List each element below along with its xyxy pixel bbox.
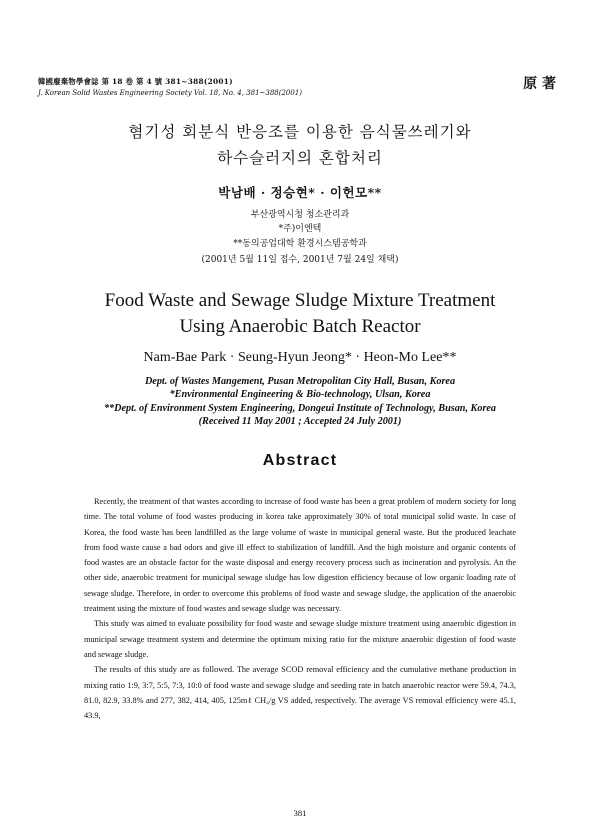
korean-title-line-2: 하수슬러지의 혼합처리 [217,149,383,167]
korean-title-line-1: 혐기성 회분식 반응조를 이용한 음식물쓰레기와 [128,123,472,141]
korean-title [0,119,600,171]
english-affiliation-1: Dept. of Wastes Mangement, Pusan Metropolitan City Hall, Busan, Korea [144,376,456,387]
english-affiliation-2: *Environmental Engineering & Bio-technology, Ulsan, Korea [169,389,431,401]
abstract-paragraph-1: Recently, the treatment of that wastes according to increase of food waste has been a great problem of modern society for long time. The total volume of food wastes producing in korea take approximately 30% of total municipal solid waste. In case of Korea, the food waste has been landfilled as the large volume of waste in municipal general waste. But the produced leachate from food waste cause a bad odors and give ill effect to stabilization of landfill. And the high moisture and organic contents of food wastes are an obstacle factor for the waste disposal and energy recovery process such as incineration and pyrolysis. An the other side, anaerobic treatment for municipal sewage sludge has low digestion efficiency because of low organic loading rate of sewage sludge. Therefore, in order to overcome this problems of food waste and sewage sludge, the application of the anaerobic treatment using the mixture of food wastes and sewage sludge was necessary. [84,497,516,614]
korean-received-dates: (2001년 5월 11일 접수, 2001년 7월 24일 채택) [201,255,399,265]
korean-affiliation-1: 부산광역시청 청소관리과 [250,210,350,220]
korean-affiliation-2: *주)이엔텍 [278,224,322,234]
abstract-paragraph-2: This study was aimed to evaluate possibility for food waste and sewage sludge mixture treatment using anaerobic digestion in municipal sewage treatment system and determine the optimum mixing ratio for the mixture anaerobic digestion of food waste and sewage sludge. [84,619,516,659]
english-affiliations [0,375,600,428]
english-title [0,288,600,340]
abstract-body [84,494,516,723]
journal-header-english: J. Korean Solid Wastes Engineering Society Vol. 18, No. 4, 381~388(2001) [38,89,303,97]
article-type-badge: 原 著 [523,76,556,92]
korean-authors: 박남배 · 정승현* · 이헌모** [218,185,382,200]
korean-affiliation-3: **동의공업대학 환경시스템공학과 [233,239,367,249]
english-received-dates: (Received 11 May 2001 ; Accepted 24 July 2001) [198,415,402,427]
english-title-line-1: Food Waste and Sewage Sludge Mixture Treatment [104,290,496,311]
journal-header-korean: 韓國廢棄物學會誌 第 18 卷 第 4 號 381~388(2001) [38,77,233,86]
english-affiliation-3: **Dept. of Environment System Engineering, Dongeui Institute of Technology, Busan, Korea [103,402,497,414]
english-authors: Nam-Bae Park · Seung-Hyun Jeong* · Heon-Mo Lee** [143,350,457,365]
abstract-paragraph-3: The results of this study are as followed. The average SCOD removal efficiency and the cumulative methane production in mixing ratio 1:9, 3:7, 5:5, 7:3, 10:0 of food waste and sewage sludge and seeding rate in batch anaerobic reactor were 59.4, 74.3, 81.0, 82.9, 33.8% and 277, 382, 414, 405, 125mℓ CH₄/g VS added, respectively. The average VS removal efficiency were 45.1, 43.9, [84,665,516,721]
abstract-heading: Abstract [262,452,338,469]
page-number: 381 [293,808,307,818]
english-title-line-2: Using Anaerobic Batch Reactor [179,316,421,337]
